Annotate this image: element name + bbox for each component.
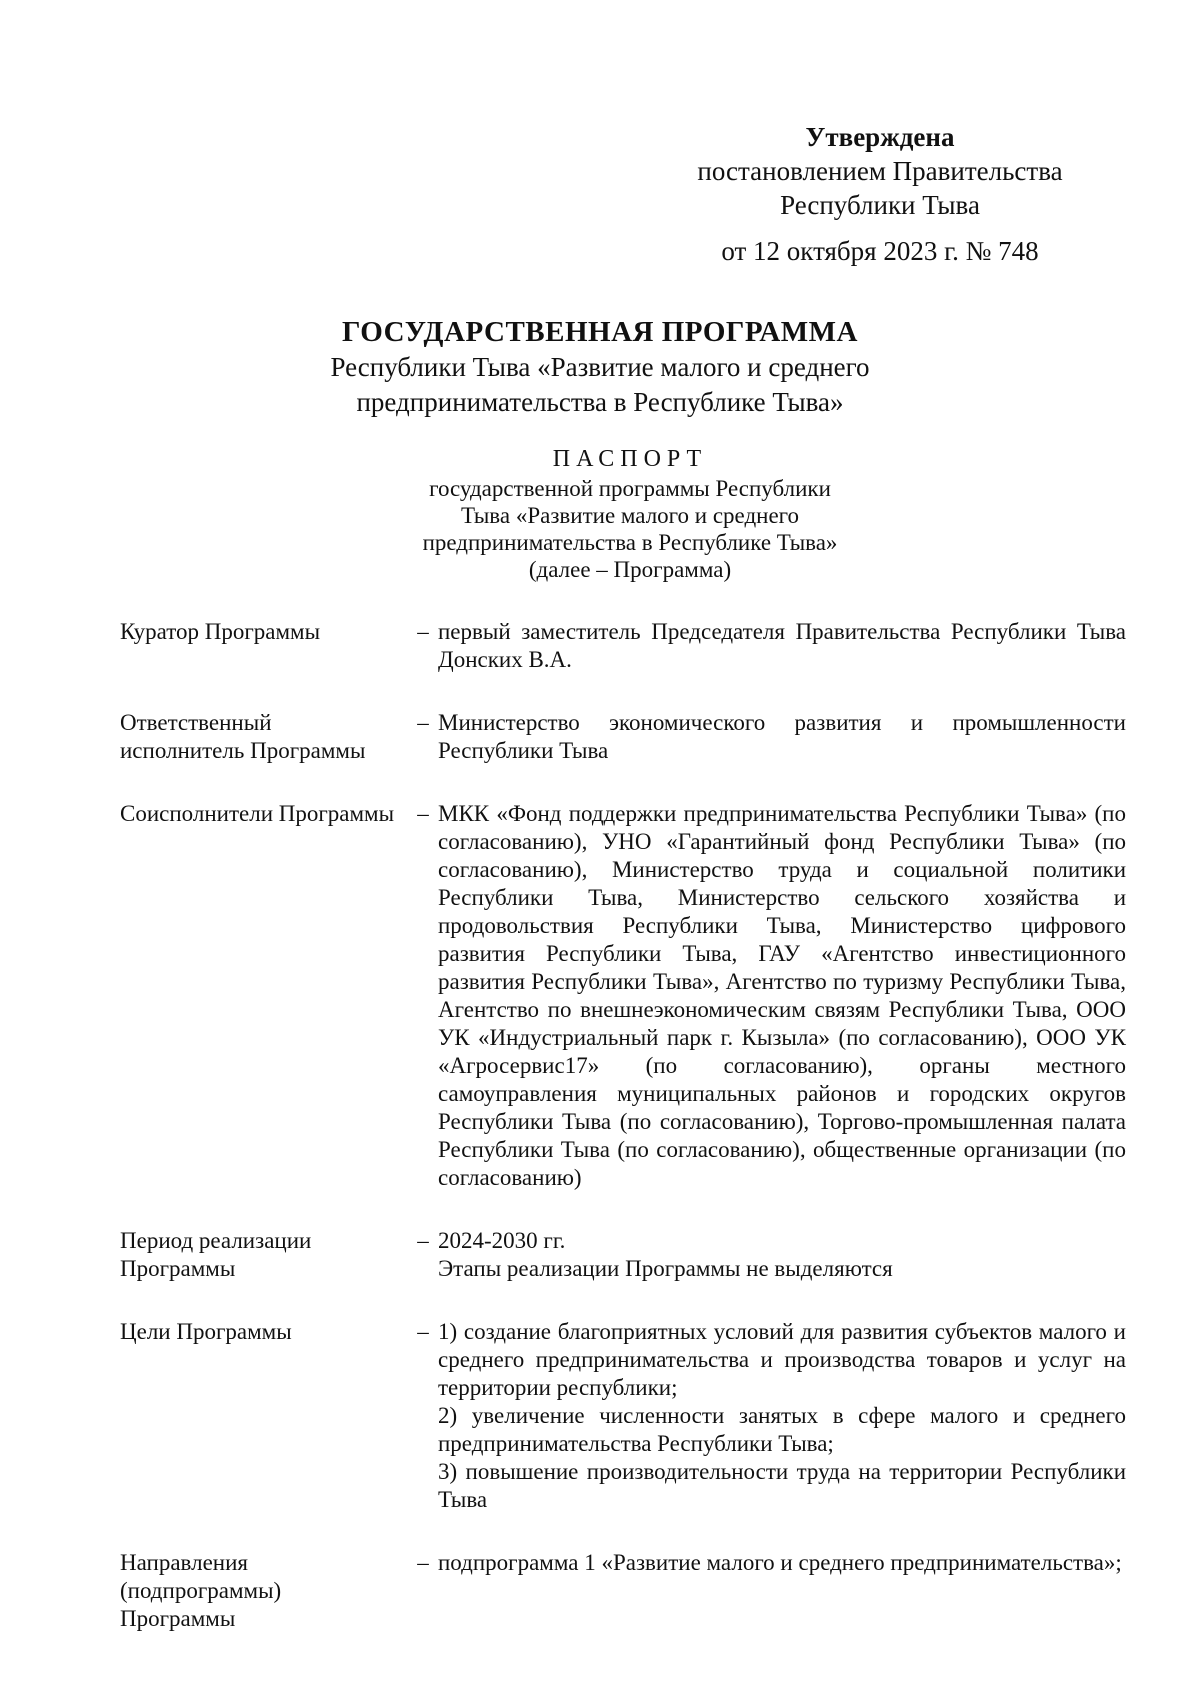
period-stages-note: Этапы реализации Программы не выделяются: [438, 1256, 893, 1281]
row-dash: –: [417, 1319, 429, 1344]
row-dash: –: [417, 619, 429, 644]
table-row: [120, 1549, 1140, 1633]
program-title-main: ГОСУДАРСТВЕННАЯ ПРОГРАММА: [342, 316, 858, 348]
program-title-line-2: Республики Тыва «Развитие малого и среднего: [330, 352, 870, 382]
row-label-directions: Направления (подпрограммы) Программы: [120, 1550, 282, 1631]
row-label-curator: Куратор Программы: [120, 619, 321, 644]
goal-item-1: 1) создание благоприятных условий для развития субъектов малого и среднего предпринимательства и производства товаров и услуг на территории республики;: [438, 1319, 1126, 1400]
row-value-directions: подпрограмма 1 «Развитие малого и среднего предпринимательства»;: [438, 1550, 1122, 1575]
row-dash: –: [417, 710, 429, 735]
row-label-coexecutors: Соисполнители Программы: [120, 801, 395, 826]
table-row: [120, 1227, 1140, 1283]
approval-issuer: постановлением Правительства: [697, 156, 1063, 186]
passport-subtitle-line-1: государственной программы Республики: [429, 476, 831, 501]
table-row: [120, 618, 1140, 674]
approval-heading: Утверждена: [805, 122, 955, 152]
passport-subtitle-line-3: предпринимательства в Республике Тыва»: [422, 530, 838, 555]
program-title-line-3: предпринимательства в Республике Тыва»: [356, 387, 844, 417]
row-label-period: Период реализации Программы: [120, 1228, 312, 1281]
table-row: [120, 709, 1140, 765]
row-value-curator: первый заместитель Председателя Правительства Республики Тыва Донских В.А.: [438, 619, 1126, 672]
passport-heading-block: [300, 446, 960, 583]
passport-table: [120, 618, 1140, 1668]
row-dash: –: [417, 1228, 429, 1253]
period-years: 2024-2030 гг.: [438, 1228, 566, 1253]
row-value-goals: [438, 1318, 1126, 1514]
passport-heading: ПАСПОРТ: [552, 446, 708, 472]
table-row: [120, 800, 1140, 1192]
goal-item-3: 3) повышение производительности труда на территории Республики Тыва: [438, 1459, 1126, 1512]
approval-region: Республики Тыва: [780, 190, 980, 220]
row-label-goals: Цели Программы: [120, 1319, 292, 1344]
program-title: [200, 315, 1000, 420]
row-dash: –: [417, 801, 429, 826]
row-value-coexecutors: МКК «Фонд поддержки предпринимательства Республики Тыва» (по согласованию), УНО «Гарантийный фонд Республики Тыва» (по согласованию), Министерство труда и социальной политики Республики Тыва, Министерство сельского хозяйства и продовольствия Республики Тыва, Министерство цифрового развития Республики Тыва, ГАУ «Агентство инвестиционного развития Республики Тыва», Агентство по туризму Республики Тыва, Агентство по внешнеэкономическим связям Республики Тыва, ООО УК «Индустриальный парк г. Кызыла» (по согласованию), ООО УК «Агросервис17» (по согласованию), органы местного самоуправления муниципальных районов и городских округов Республики Тыва (по согласованию), Торгово-промышленная палата Республики Тыва (по согласованию), общественные организации (по согласованию): [438, 801, 1126, 1190]
approval-stamp: [640, 120, 1120, 268]
row-dash: –: [417, 1550, 429, 1575]
row-label-responsible: Ответственный исполнитель Программы: [120, 710, 366, 763]
passport-subtitle-line-2: Тыва «Развитие малого и среднего: [460, 503, 800, 528]
table-row: [120, 1318, 1140, 1514]
passport-subtitle-line-4: (далее – Программа): [528, 557, 732, 582]
approval-date: от 12 октября 2023 г. № 748: [721, 236, 1039, 266]
goal-item-2: 2) увеличение численности занятых в сфере малого и среднего предпринимательства Республики Тыва;: [438, 1403, 1126, 1456]
row-value-responsible: Министерство экономического развития и промышленности Республики Тыва: [438, 710, 1126, 763]
row-value-period: [438, 1227, 1126, 1283]
